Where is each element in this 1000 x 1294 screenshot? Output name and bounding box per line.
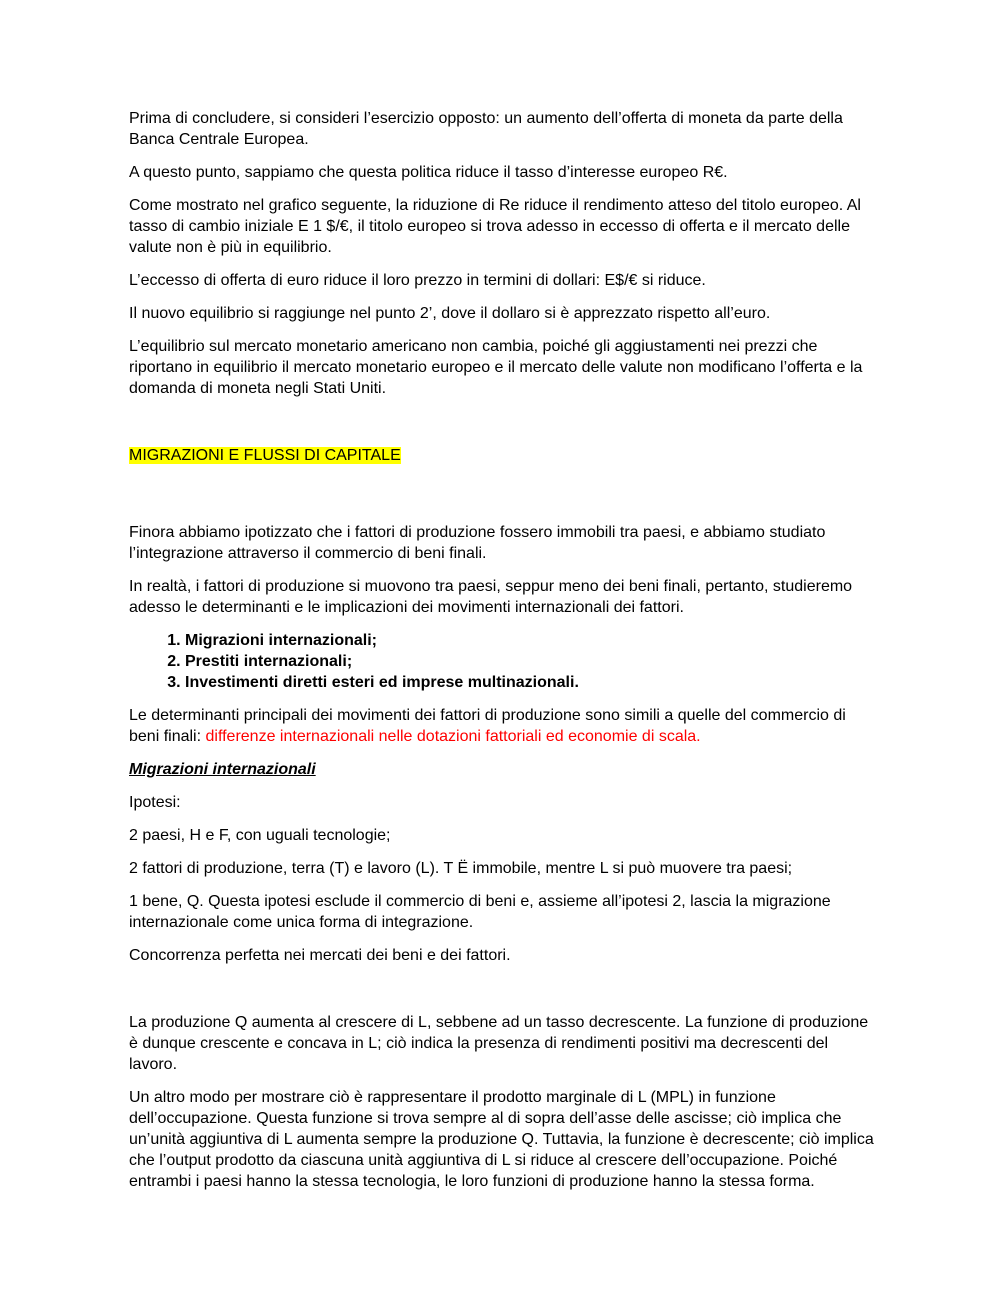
list-item: 3. Investimenti diretti esteri ed imprese multinazionali. [185, 672, 874, 693]
paragraph: In realtà, i fattori di produzione si muovono tra paesi, seppur meno dei beni finali, pertanto, studieremo adesso le determinanti e le implicazioni dei movimenti internazionali dei fattori. [129, 578, 853, 616]
paragraph: Un altro modo per mostrare ciò è rappresentare il prodotto marginale di L (MPL) in funzione dell’occupazione. Questa funzione si trova sempre al di sopra dell’asse delle ascisse; ciò implica che un’unità aggiuntiva di L aumenta sempre la produzione Q. Tuttavia, la funzione è decrescente; ciò implica che l’output prodotto da ciascuna unità aggiuntiva di L si riduce al crescere dell’occupazione. Poiché entrambi i paesi hanno la stessa tecnologia, le loro funzioni di produzione hanno la stessa forma. [129, 1089, 874, 1190]
hypothesis: 2 fattori di produzione, terra (T) e lavoro (L). T Ë immobile, mentre L si può muovere tra paesi; [129, 860, 793, 877]
paragraph: Come mostrato nel grafico seguente, la riduzione di Re riduce il rendimento atteso del titolo europeo. Al tasso di cambio iniziale E 1 $/€, il titolo europeo si trova adesso in eccesso di offerta e il mercato delle valute non è più in equilibrio. [129, 197, 861, 256]
section-heading-text: MIGRAZIONI E FLUSSI DI CAPITALE [129, 447, 401, 464]
hypotheses-label: Ipotesi: [129, 794, 181, 811]
paragraph: A questo punto, sappiamo che questa politica riduce il tasso d’interesse europeo R€. [129, 164, 728, 181]
paragraph: Prima di concludere, si consideri l’esercizio opposto: un aumento dell’offerta di moneta da parte della Banca Centrale Europea. [129, 110, 843, 148]
list-item: 1. Migrazioni internazionali; [185, 630, 874, 651]
determinants-text: Le determinanti principali dei movimenti dei fattori di produzione sono simili a quelle del commercio di beni finali: [129, 707, 846, 745]
section-heading [129, 445, 874, 466]
hypothesis: 2 paesi, H e F, con uguali tecnologie; [129, 827, 391, 844]
hypothesis: 1 bene, Q. Questa ipotesi esclude il commercio di beni e, assieme all’ipotesi 2, lascia la migrazione internazionale come unica forma di integrazione. [129, 893, 831, 931]
subheading: Migrazioni internazionali [129, 761, 316, 778]
list-item: 2. Prestiti internazionali; [185, 651, 874, 672]
paragraph: L’eccesso di offerta di euro riduce il loro prezzo in termini di dollari: E$/€ si riduce. [129, 272, 706, 289]
paragraph: Il nuovo equilibrio si raggiunge nel punto 2’, dove il dollaro si è apprezzato rispetto all’euro. [129, 305, 771, 322]
hypothesis: Concorrenza perfetta nei mercati dei beni e dei fattori. [129, 947, 511, 964]
paragraph: Finora abbiamo ipotizzato che i fattori di produzione fossero immobili tra paesi, e abbiamo studiato l’integrazione attraverso il commercio di beni finali. [129, 524, 826, 562]
document-page [129, 108, 874, 1204]
paragraph: La produzione Q aumenta al crescere di L, sebbene ad un tasso decrescente. La funzione di produzione è dunque crescente e concava in L; ciò indica la presenza di rendimenti positivi ma decrescenti del lavoro. [129, 1014, 869, 1073]
determinants-highlight: differenze internazionali nelle dotazioni fattoriali ed economie di scala. [205, 728, 701, 745]
factor-list [129, 630, 874, 693]
determinants-paragraph [129, 705, 874, 747]
paragraph: L’equilibrio sul mercato monetario americano non cambia, poiché gli aggiustamenti nei prezzi che riportano in equilibrio il mercato monetario europeo e il mercato delle valute non modificano l’offerta e la domanda di moneta negli Stati Uniti. [129, 338, 863, 397]
